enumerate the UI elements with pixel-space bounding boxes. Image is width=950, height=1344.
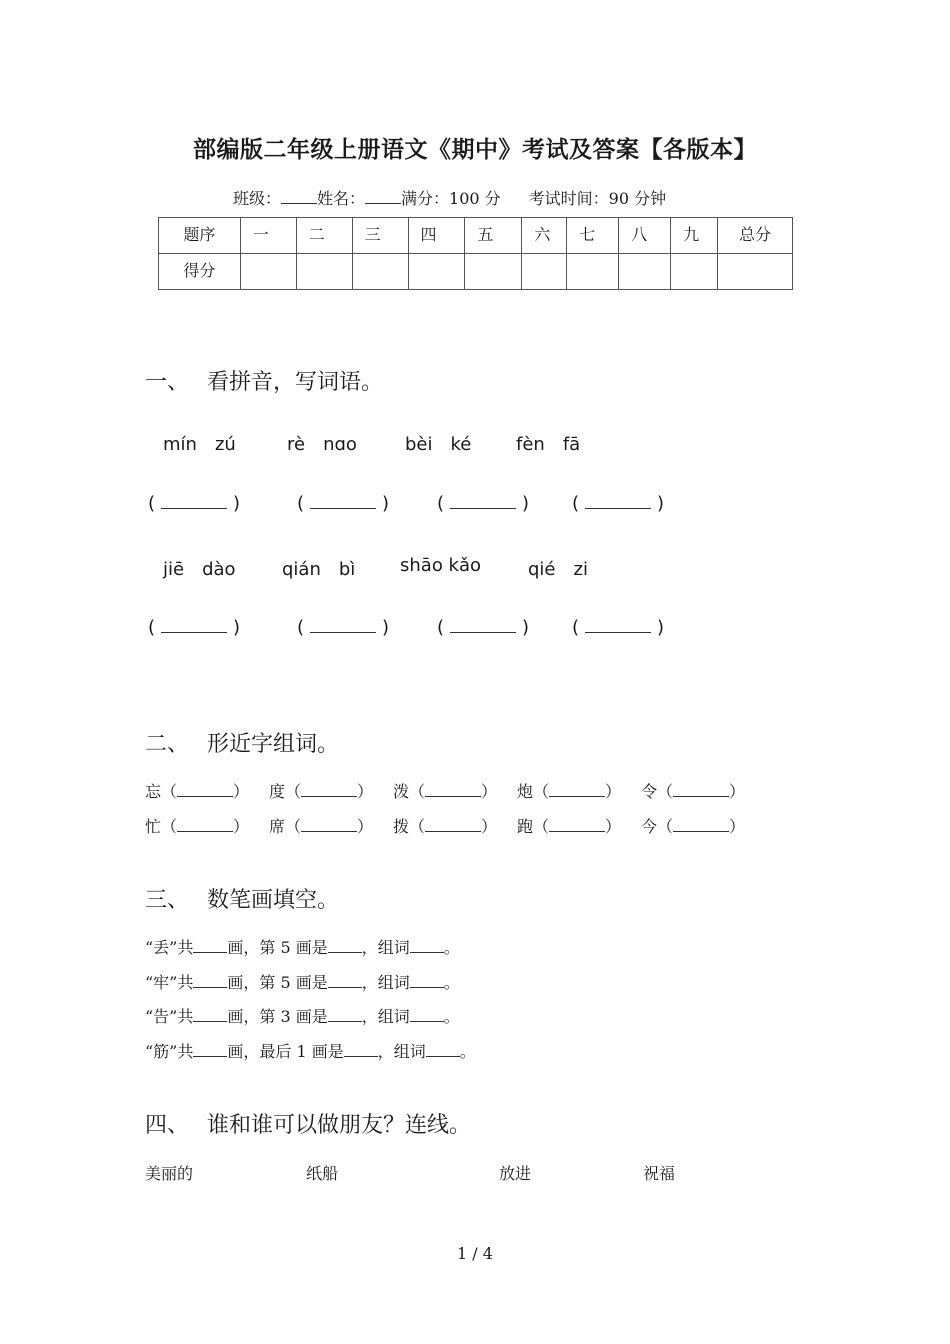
- match-word[interactable]: 纸船: [306, 1164, 339, 1183]
- class-blank[interactable]: [281, 189, 317, 204]
- score-cell[interactable]: [465, 254, 522, 290]
- score-cell[interactable]: [718, 254, 793, 290]
- pinyin-8: qié zi: [528, 559, 588, 580]
- pinyin-4: fèn fā: [516, 434, 581, 455]
- score-header-cell: 五: [465, 218, 522, 254]
- page-number: 1 / 4: [457, 1244, 493, 1263]
- score-header-cell: 四: [408, 218, 465, 254]
- exam-time: 考试时间：90 分钟: [528, 189, 667, 208]
- similar-char-item[interactable]: 令（ ）: [641, 782, 746, 801]
- pinyin-1: mín zú: [163, 434, 236, 455]
- section-4-number: 四、: [145, 1113, 190, 1138]
- match-word[interactable]: 美丽的: [145, 1164, 194, 1183]
- score-header-cell: 题序: [159, 218, 241, 254]
- exam-info: [233, 186, 666, 209]
- class-label: 班级：: [233, 189, 282, 208]
- answer-box[interactable]: ( ): [148, 617, 241, 638]
- stroke-item[interactable]: “牢”共 画，第 5 画是 ，组词 。: [145, 973, 460, 992]
- similar-chars-row-2: [145, 814, 745, 837]
- similar-char-item[interactable]: 跑（ ）: [517, 817, 622, 836]
- score-table-score-row: [159, 254, 793, 290]
- name-blank[interactable]: [365, 189, 401, 204]
- page-title: 部编版二年级上册语文《期中》考试及答案【各版本】: [193, 136, 757, 163]
- section-1-heading: [145, 365, 383, 396]
- answer-box[interactable]: ( ): [148, 493, 241, 514]
- score-cell[interactable]: [567, 254, 619, 290]
- stroke-item[interactable]: “筋”共 画，最后 1 画是 ，组词 。: [145, 1042, 476, 1061]
- section-2-heading: [145, 727, 339, 758]
- stroke-item[interactable]: “丢”共 画，第 5 画是 ，组词 。: [145, 938, 460, 957]
- section-2-number: 二、: [145, 732, 190, 757]
- score-header-cell: 九: [671, 218, 718, 254]
- section-3-number: 三、: [145, 888, 190, 913]
- score-cell[interactable]: [296, 254, 352, 290]
- section-1-number: 一、: [145, 370, 190, 395]
- similar-char-item[interactable]: 泼（ ）: [393, 782, 498, 801]
- score-header-cell: 七: [567, 218, 619, 254]
- score-table: [158, 217, 793, 290]
- similar-char-item[interactable]: 忘（ ）: [145, 782, 250, 801]
- similar-char-item[interactable]: 炮（ ）: [517, 782, 622, 801]
- score-header-cell: 八: [619, 218, 671, 254]
- similar-char-item[interactable]: 今（ ）: [641, 817, 746, 836]
- answer-box[interactable]: ( ): [437, 493, 530, 514]
- answer-box[interactable]: ( ): [437, 617, 530, 638]
- answer-box[interactable]: ( ): [297, 617, 390, 638]
- section-3-title: 数笔画填空。: [207, 888, 340, 913]
- similar-char-item[interactable]: 度（ ）: [269, 782, 374, 801]
- score-cell[interactable]: [522, 254, 567, 290]
- similar-char-item[interactable]: 拨（ ）: [393, 817, 498, 836]
- score-cell[interactable]: [671, 254, 718, 290]
- stroke-item[interactable]: “告”共 画，第 3 画是 ，组词 。: [145, 1007, 460, 1026]
- pinyin-5: jiē dào: [163, 559, 236, 580]
- similar-char-item[interactable]: 忙（ ）: [145, 817, 250, 836]
- answer-box[interactable]: ( ): [297, 493, 390, 514]
- score-cell[interactable]: [240, 254, 296, 290]
- score-table-header-row: [159, 218, 793, 254]
- score-cell[interactable]: [408, 254, 465, 290]
- score-header-cell: 三: [352, 218, 408, 254]
- section-3-heading: [145, 883, 339, 914]
- score-cell[interactable]: [352, 254, 408, 290]
- pinyin-2: rè nɑo: [287, 434, 357, 455]
- pinyin-6: qián bì: [282, 559, 356, 580]
- answer-box[interactable]: ( ): [572, 493, 665, 514]
- name-label: 姓名：: [317, 189, 366, 208]
- full-score: 满分：100 分: [401, 189, 501, 208]
- similar-char-item[interactable]: 席（ ）: [269, 817, 374, 836]
- match-word[interactable]: 祝福: [643, 1164, 676, 1183]
- pinyin-7: shāo kǎo: [400, 555, 482, 576]
- score-row-label: 得分: [159, 254, 241, 290]
- section-4-title: 谁和谁可以做朋友？连线。: [207, 1113, 472, 1138]
- section-2-title: 形近字组词。: [207, 732, 340, 757]
- match-word[interactable]: 放进: [499, 1164, 532, 1183]
- similar-chars-row-1: [145, 779, 745, 802]
- pinyin-3: bèi ké: [405, 434, 472, 455]
- score-header-cell: 六: [522, 218, 567, 254]
- section-4-heading: [145, 1108, 471, 1139]
- section-1-title: 看拼音，写词语。: [207, 370, 384, 395]
- answer-box[interactable]: ( ): [572, 617, 665, 638]
- score-header-cell: 二: [296, 218, 352, 254]
- score-cell[interactable]: [619, 254, 671, 290]
- score-header-cell: 一: [240, 218, 296, 254]
- score-header-cell: 总分: [718, 218, 793, 254]
